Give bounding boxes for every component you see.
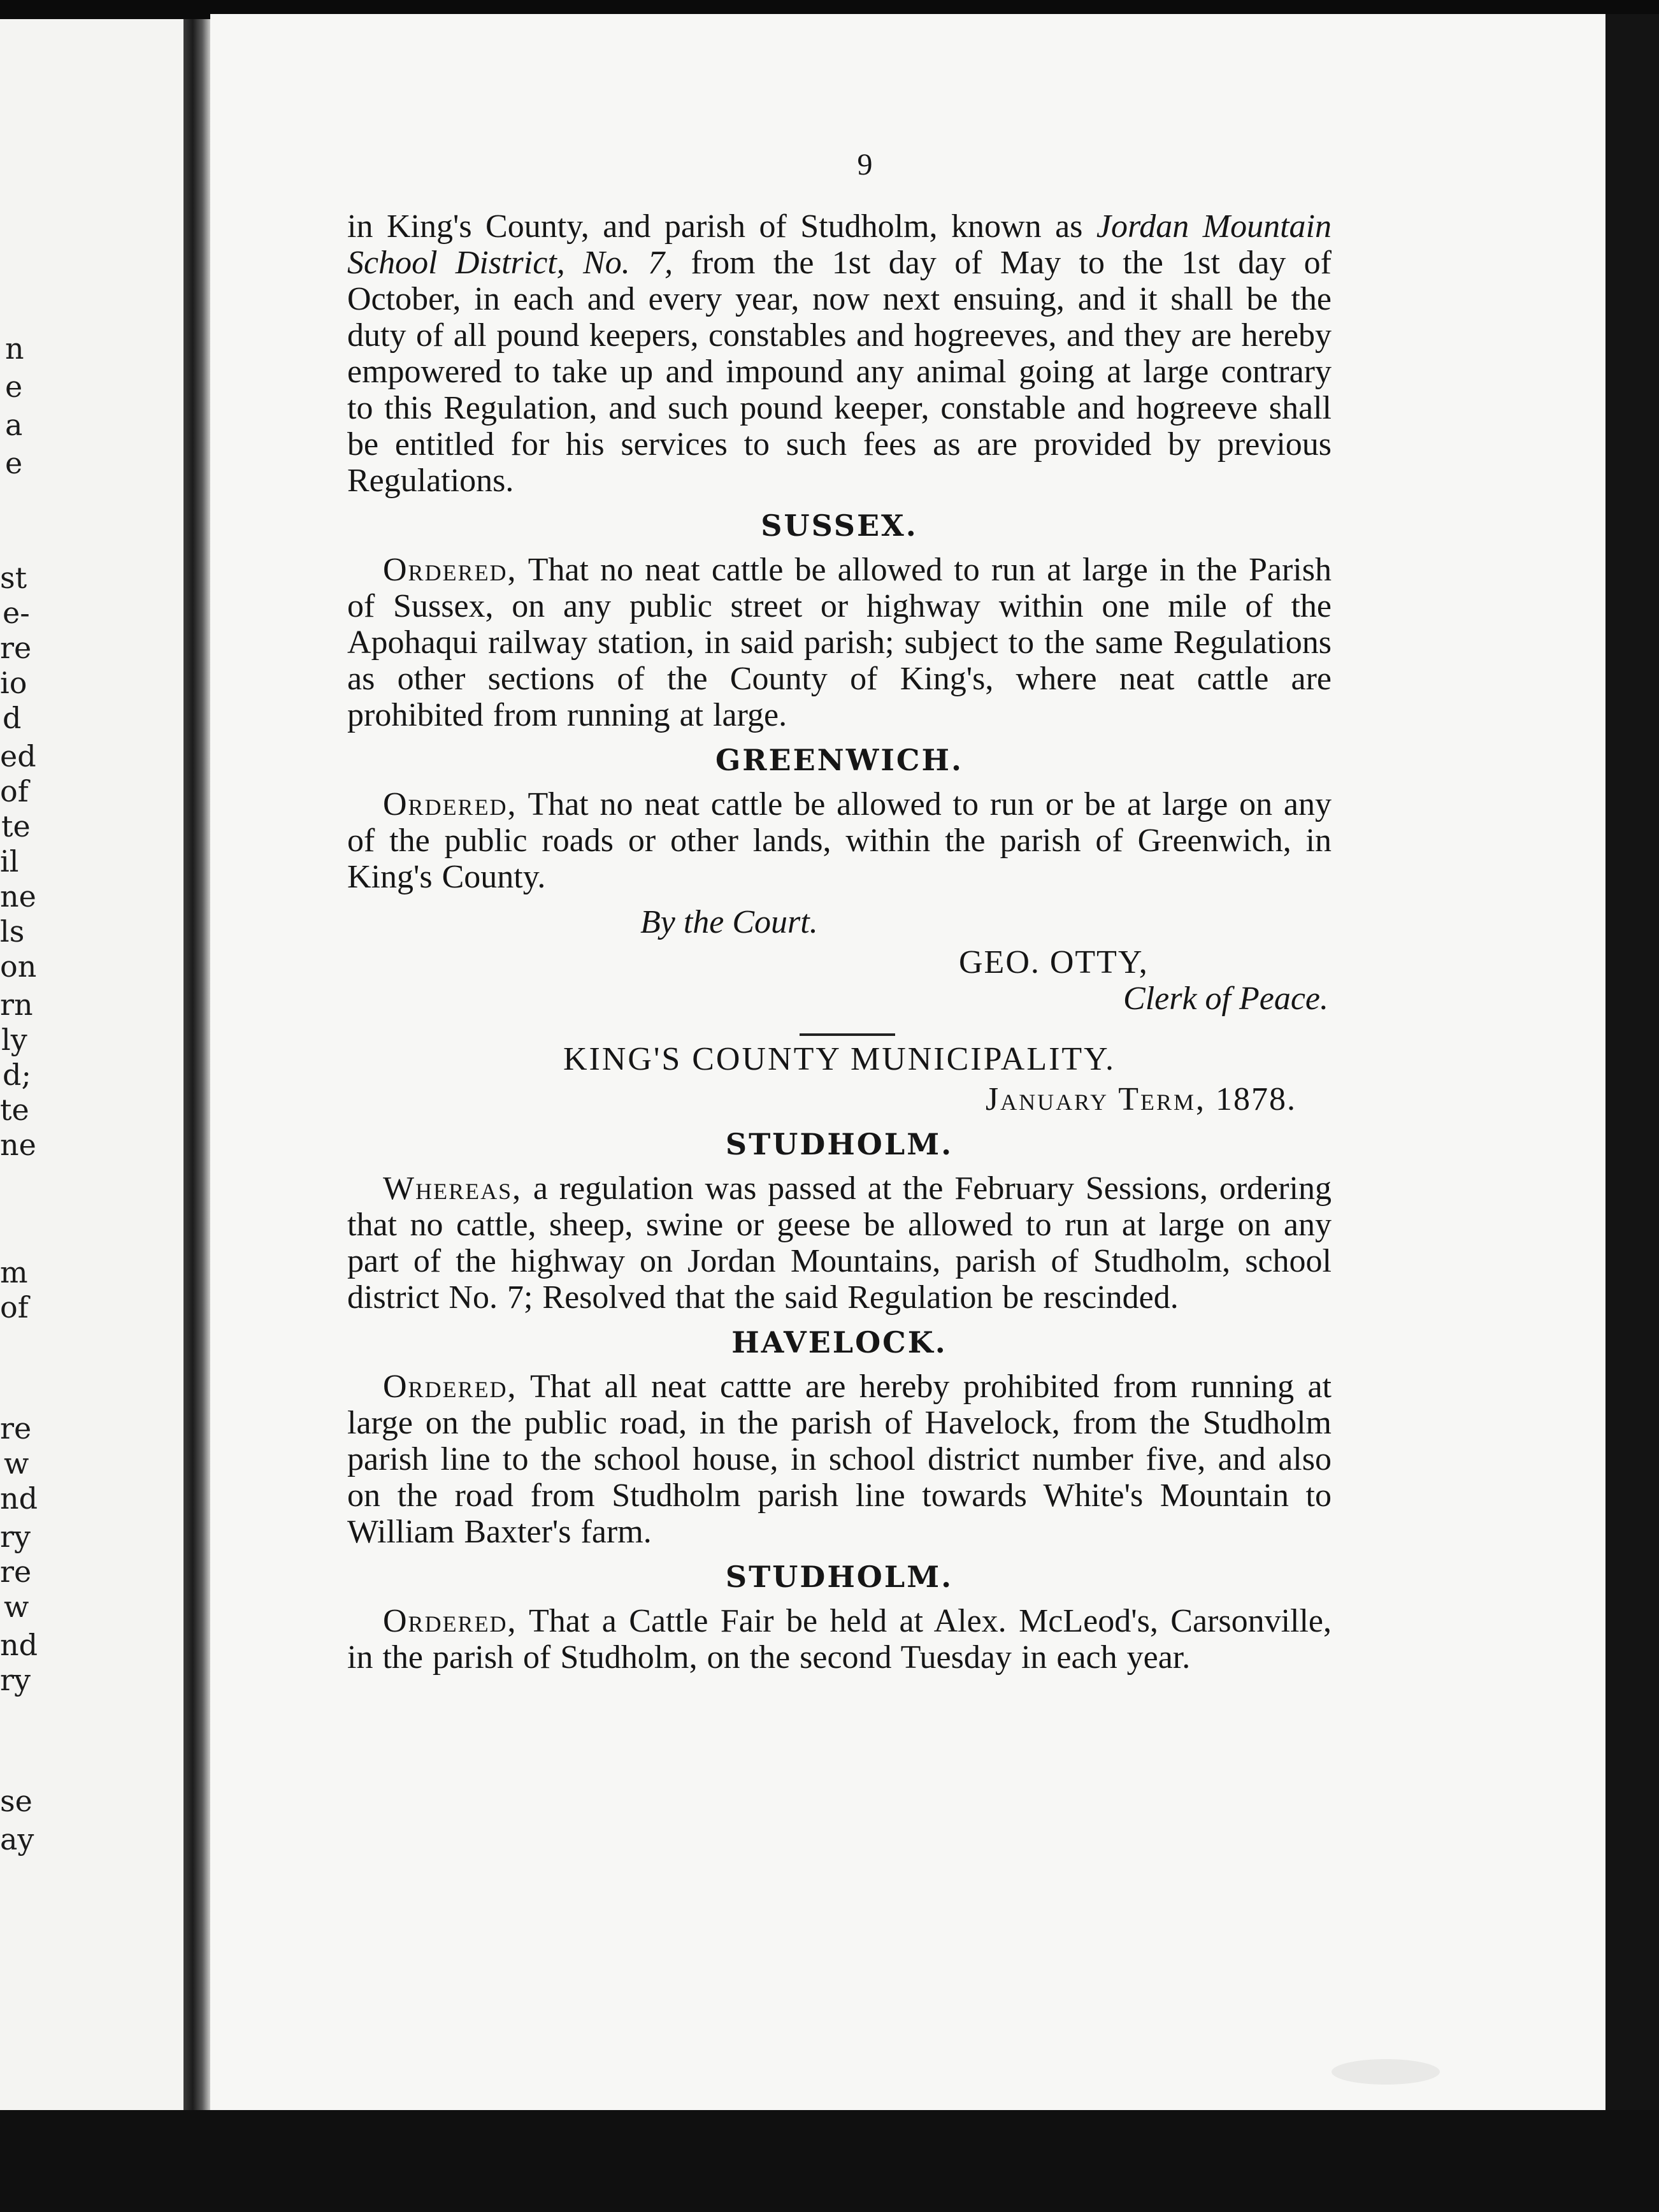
left-page-fragment: w [4, 1446, 29, 1481]
by-the-court: By the Court. [640, 904, 818, 940]
left-page-fragment: ry [0, 1519, 31, 1554]
left-page-fragment: a [5, 408, 23, 442]
left-page-fragment: of [0, 774, 29, 808]
term-year: 1878. [1206, 1081, 1296, 1117]
left-page [0, 19, 185, 2134]
continuation-text-end: from the 1st day of May to the 1st day of October, in each and every year, now next ensuing, and it shall be the duty of all pound keepers, constables and hogreeves, and they are hereby empowered to take up and impound any animal going at large contrary to this Regulation, and such pound keeper, constable and hogreeve shall be entitled for his services to such fees as are provided by previous Regulations. [347, 245, 1332, 499]
studholm-1-lead-word: Whereas, [383, 1170, 522, 1207]
left-page-fragment: of [0, 1290, 29, 1325]
book-gutter [183, 19, 210, 2134]
left-page-fragment: te [0, 1093, 29, 1127]
left-page-fragment: st [0, 561, 27, 595]
greenwich-heading: GREENWICH. [715, 743, 963, 777]
left-page-fragment: te [1, 809, 31, 844]
left-page-fragment: re [0, 631, 32, 665]
continuation-text-start: in King's County, and parish of Studholm, known as [347, 208, 1096, 245]
greenwich-lead-word: Ordered, [383, 786, 517, 822]
left-page-fragment: il [0, 844, 19, 879]
left-page-fragment: e- [3, 596, 30, 630]
left-page-fragment: ly [1, 1023, 27, 1057]
continuation-paragraph [347, 208, 1332, 499]
left-page-fragment: ay [0, 1822, 34, 1856]
studholm-heading-1: STUDHOLM. [725, 1127, 954, 1161]
havelock-lead-word: Ordered, [383, 1368, 517, 1405]
right-scan-border [1605, 14, 1659, 2142]
term-line [347, 1081, 1296, 1117]
havelock-paragraph [347, 1368, 1332, 1550]
left-page-fragment: nd [0, 1628, 38, 1662]
left-page-fragment: on [0, 949, 37, 984]
studholm-1-text: a regulation was passed at the February Sessions, ordering that no cattle, sheep, swine or geese be allowed to run at large on any part of the highway on Jordan Mountains, parish of Studholm, school district No. 7; Resolved that the said Regulation be rescinded. [347, 1170, 1332, 1316]
studholm-paragraph-1 [347, 1170, 1332, 1316]
term-label: January Term, [985, 1081, 1206, 1117]
left-page-fragment: e [5, 370, 23, 404]
left-page-fragment: d [3, 701, 22, 735]
sussex-lead-word: Ordered, [383, 552, 517, 588]
studholm-paragraph-2 [347, 1603, 1332, 1676]
left-page-fragment: ry [0, 1663, 31, 1697]
sussex-heading: SUSSEX. [761, 508, 918, 543]
left-page-fragment: nd [0, 1481, 38, 1516]
left-page-fragment: ne [0, 1128, 36, 1162]
left-page-fragment: m [0, 1255, 28, 1289]
left-page-fragment: w [4, 1590, 29, 1624]
sussex-text: That no neat cattle be allowed to run at large in the Parish of Sussex, on any public street or highway within one mile of the Apohaqui railway station, in said parish; subject to the same Regulations as other sections of the County of King's, where neat cattle are prohibited from running at large. [347, 552, 1332, 733]
studholm-heading-2: STUDHOLM. [725, 1560, 954, 1594]
left-page-fragment: io [0, 666, 27, 700]
left-page-fragment: re [0, 1411, 32, 1446]
studholm-2-text: That a Cattle Fair be held at Alex. McLeod's, Carsonville, in the parish of Studholm, on the second Tuesday in each year. [347, 1603, 1332, 1676]
district-name: Jordan Mountain School District, No. 7, [347, 208, 1332, 281]
studholm-2-lead-word: Ordered, [383, 1603, 517, 1639]
left-page-fragment: re [0, 1555, 32, 1589]
left-page-fragment: se [0, 1784, 32, 1818]
signatory-title: Clerk of Peace. [1123, 980, 1328, 1017]
page-content [347, 147, 1332, 1676]
havelock-text: That all neat cattte are hereby prohibited from running at large on the public road, in the parish of Havelock, from the Studholm parish line to the school house, in school district number five, and also on the road from Studholm parish line towards White's Mountain to William Baxter's farm. [347, 1368, 1332, 1550]
left-page-fragment: rn [0, 988, 33, 1022]
sussex-paragraph [347, 552, 1332, 733]
greenwich-text: That no neat cattle be allowed to run or be at large on any of the public roads or other lands, within the parish of Greenwich, in King's County. [347, 786, 1332, 895]
left-page-fragment: ne [0, 879, 36, 914]
left-page-fragment: ls [0, 914, 25, 949]
left-page-fragment: ed [0, 739, 36, 773]
greenwich-paragraph [347, 786, 1332, 895]
section-divider [800, 1033, 895, 1036]
paper-stain [1332, 2059, 1440, 2085]
havelock-heading: HAVELOCK. [731, 1325, 947, 1360]
municipality-title: KING'S COUNTY MUNICIPALITY. [563, 1041, 1116, 1077]
left-page-text-fragments [0, 19, 185, 2134]
page-number: 9 [857, 148, 873, 182]
bottom-scan-border [0, 2110, 1659, 2212]
signatory-name: GEO. OTTY, [959, 944, 1149, 980]
left-page-fragment: d; [3, 1058, 31, 1092]
left-page-fragment: e [5, 446, 23, 480]
left-page-fragment: n [5, 331, 24, 366]
